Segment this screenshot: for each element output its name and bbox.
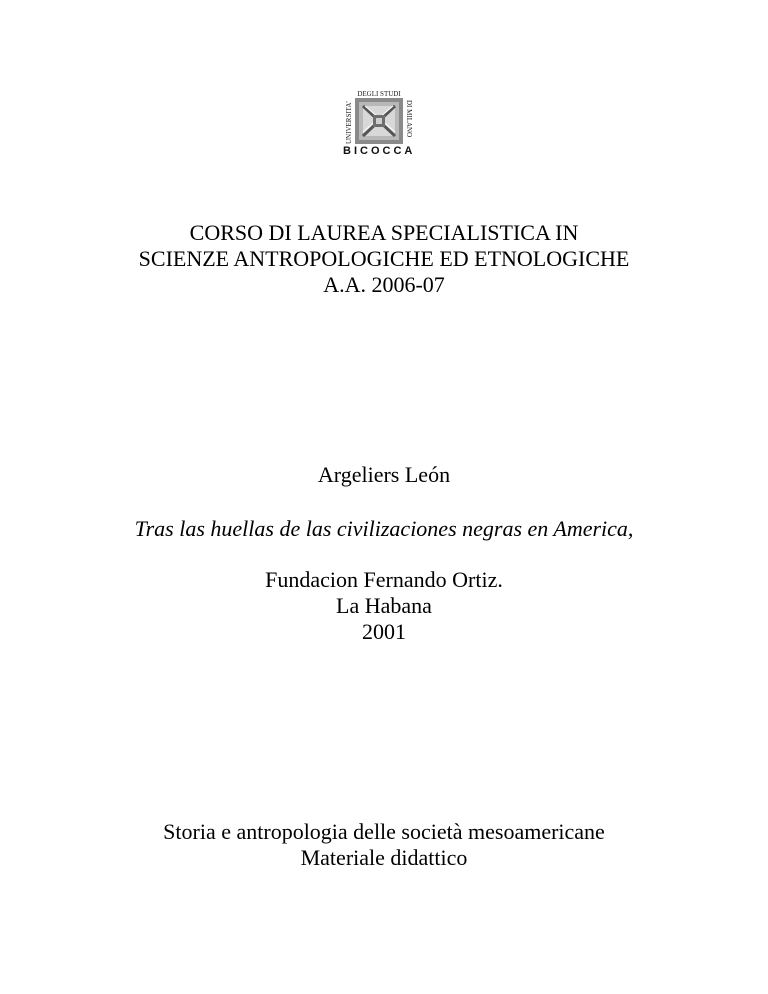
- logo-top-text: DEGLI STUDI: [357, 90, 401, 98]
- academic-year: A.A. 2006-07: [323, 272, 445, 297]
- logo-left-text: UNIVERSITA': [345, 101, 353, 144]
- university-seal-icon: [343, 88, 415, 146]
- book-year: 2001: [362, 619, 406, 644]
- logo-right-text: DI MILANO: [405, 100, 413, 138]
- university-logo: [343, 88, 415, 158]
- degree-line-2: SCIENZE ANTROPOLOGICHE ED ETNOLOGICHE: [138, 246, 630, 271]
- degree-line-1: CORSO DI LAUREA SPECIALISTICA IN: [189, 220, 579, 245]
- course-name: Storia e antropologia delle società mesoamericane: [163, 819, 605, 844]
- book-publisher: Fundacion Fernando Ortiz.: [265, 567, 503, 592]
- book-city: La Habana: [336, 593, 432, 618]
- course-note: Materiale didattico: [300, 845, 468, 870]
- book-title-line: [0, 516, 768, 542]
- book-author: Argeliers León: [317, 462, 451, 487]
- book-title: Tras las huellas de las civilizaciones negras en America: [134, 516, 628, 541]
- logo-wordmark: BICOCCA: [343, 145, 416, 157]
- book-title-suffix: ,: [627, 516, 634, 541]
